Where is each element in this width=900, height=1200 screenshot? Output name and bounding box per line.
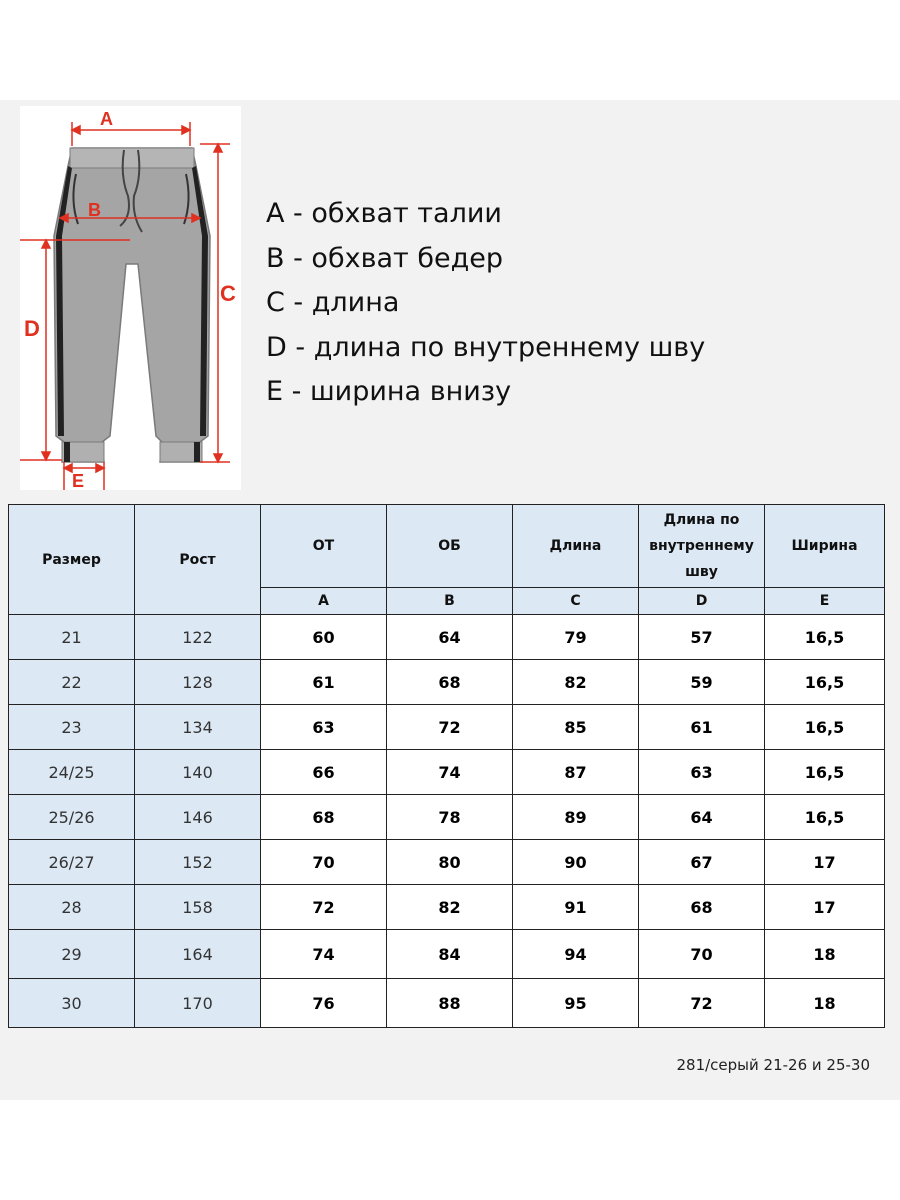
legend-item-b: B - обхват бедер <box>266 242 504 274</box>
cell-measure: 18 <box>765 930 885 979</box>
cell-height: 158 <box>135 885 261 930</box>
cell-height: 122 <box>135 615 261 660</box>
size-table <box>8 504 885 1028</box>
cell-measure: 72 <box>387 705 513 750</box>
cell-measure: 84 <box>387 930 513 979</box>
cell-size: 25/26 <box>9 795 135 840</box>
cell-size: 24/25 <box>9 750 135 795</box>
cell-measure: 70 <box>261 840 387 885</box>
cell-measure: 68 <box>639 885 765 930</box>
cell-height: 170 <box>135 979 261 1028</box>
cell-measure: 67 <box>639 840 765 885</box>
cell-measure: 16,5 <box>765 660 885 705</box>
cell-height: 146 <box>135 795 261 840</box>
cell-measure: 16,5 <box>765 750 885 795</box>
cell-measure: 74 <box>261 930 387 979</box>
cell-size: 22 <box>9 660 135 705</box>
cell-height: 128 <box>135 660 261 705</box>
cell-size: 30 <box>9 979 135 1028</box>
table-row <box>9 885 885 930</box>
header-letter-e: E <box>765 588 885 615</box>
cell-measure: 57 <box>639 615 765 660</box>
table-row <box>9 660 885 705</box>
table-row <box>9 615 885 660</box>
cell-measure: 16,5 <box>765 795 885 840</box>
cell-measure: 17 <box>765 840 885 885</box>
table-row <box>9 979 885 1028</box>
cell-measure: 61 <box>261 660 387 705</box>
header-inseam: Длина по внутреннему шву <box>639 505 765 588</box>
cell-measure: 74 <box>387 750 513 795</box>
header-size: Размер <box>9 505 135 615</box>
header-ob: ОБ <box>387 505 513 588</box>
diagram-letter-d: D <box>24 316 40 341</box>
cell-measure: 68 <box>261 795 387 840</box>
table-body <box>9 615 885 1028</box>
header-letter-d: D <box>639 588 765 615</box>
product-footnote: 281/серый 21-26 и 25-30 <box>676 1056 870 1074</box>
cell-measure: 89 <box>513 795 639 840</box>
header-height: Рост <box>135 505 261 615</box>
cell-measure: 79 <box>513 615 639 660</box>
header-length: Длина <box>513 505 639 588</box>
cell-measure: 64 <box>639 795 765 840</box>
table-row <box>9 930 885 979</box>
diagram-letter-b: B <box>88 200 101 220</box>
cell-measure: 87 <box>513 750 639 795</box>
legend-item-d: D - длина по внутреннему шву <box>266 331 706 363</box>
cell-measure: 72 <box>261 885 387 930</box>
cell-measure: 17 <box>765 885 885 930</box>
cell-measure: 70 <box>639 930 765 979</box>
cell-measure: 85 <box>513 705 639 750</box>
cell-height: 152 <box>135 840 261 885</box>
cell-height: 164 <box>135 930 261 979</box>
diagram-letter-a: A <box>100 109 113 129</box>
diagram-letter-c: C <box>220 281 236 306</box>
cell-measure: 61 <box>639 705 765 750</box>
cell-measure: 88 <box>387 979 513 1028</box>
cell-measure: 16,5 <box>765 615 885 660</box>
legend-item-a: A - обхват талии <box>266 198 502 229</box>
cell-measure: 90 <box>513 840 639 885</box>
cell-measure: 59 <box>639 660 765 705</box>
cell-measure: 66 <box>261 750 387 795</box>
table-row <box>9 705 885 750</box>
cell-height: 134 <box>135 705 261 750</box>
header-letter-c: C <box>513 588 639 615</box>
header-letter-b: B <box>387 588 513 615</box>
cell-size: 28 <box>9 885 135 930</box>
table-row <box>9 840 885 885</box>
cell-size: 29 <box>9 930 135 979</box>
cell-measure: 64 <box>387 615 513 660</box>
cell-measure: 63 <box>639 750 765 795</box>
measurement-legend <box>266 192 705 415</box>
table-row <box>9 795 885 840</box>
cell-measure: 76 <box>261 979 387 1028</box>
pants-illustration <box>54 148 210 462</box>
cell-measure: 16,5 <box>765 705 885 750</box>
cell-size: 26/27 <box>9 840 135 885</box>
legend-item-c: C - длина <box>266 287 400 318</box>
cell-measure: 91 <box>513 885 639 930</box>
cell-size: 23 <box>9 705 135 750</box>
table-row <box>9 750 885 795</box>
diagram-letter-e: E <box>72 471 85 490</box>
cell-measure: 80 <box>387 840 513 885</box>
cell-measure: 63 <box>261 705 387 750</box>
header-ot: ОТ <box>261 505 387 588</box>
cell-height: 140 <box>135 750 261 795</box>
cell-measure: 72 <box>639 979 765 1028</box>
legend-item-e: E - ширина внизу <box>266 376 512 407</box>
cell-measure: 95 <box>513 979 639 1028</box>
cell-measure: 68 <box>387 660 513 705</box>
cell-measure: 18 <box>765 979 885 1028</box>
cell-measure: 82 <box>513 660 639 705</box>
cell-measure: 82 <box>387 885 513 930</box>
cell-measure: 78 <box>387 795 513 840</box>
header-width: Ширина <box>765 505 885 588</box>
cell-measure: 94 <box>513 930 639 979</box>
pants-diagram <box>20 106 241 490</box>
cell-measure: 60 <box>261 615 387 660</box>
header-letter-a: A <box>261 588 387 615</box>
cell-size: 21 <box>9 615 135 660</box>
